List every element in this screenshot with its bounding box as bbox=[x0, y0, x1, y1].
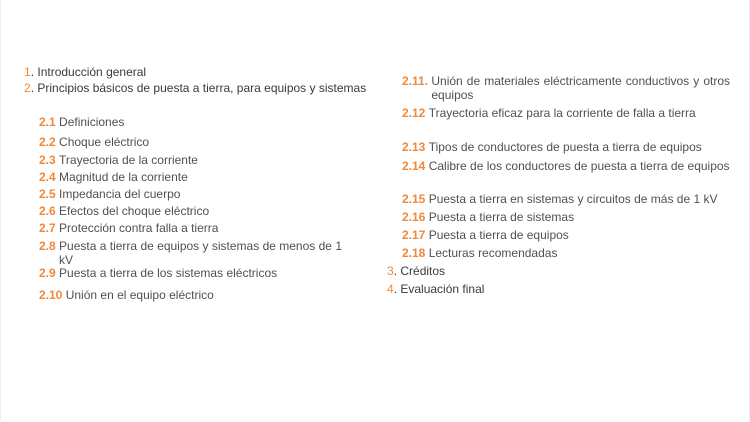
toc-item[interactable] bbox=[402, 159, 732, 173]
toc-item-label: Unión en el equipo eléctrico bbox=[65, 288, 214, 302]
toc-item[interactable] bbox=[387, 264, 687, 278]
toc-item[interactable] bbox=[402, 74, 730, 102]
toc-item-number: 2.2 bbox=[39, 135, 56, 149]
toc-item[interactable] bbox=[387, 282, 687, 296]
toc-item-label: Evaluación final bbox=[400, 282, 485, 296]
toc-item-label: Lecturas recomendadas bbox=[428, 246, 558, 260]
toc-item-label: Definiciones bbox=[59, 115, 125, 129]
toc-item[interactable] bbox=[24, 81, 370, 95]
toc-item-number: 2.15 bbox=[402, 192, 426, 206]
toc-item[interactable] bbox=[39, 221, 339, 235]
toc-item[interactable] bbox=[39, 187, 339, 201]
toc-item[interactable] bbox=[402, 246, 702, 260]
toc-item-number: 2 bbox=[24, 81, 31, 95]
toc-item[interactable] bbox=[402, 106, 732, 120]
toc-item-number: 2.3 bbox=[39, 153, 56, 167]
toc-item-label: Protección contra falla a tierra bbox=[59, 221, 219, 235]
toc-item-label: Trayectoria eficaz para la corriente de falla a tierra bbox=[428, 106, 696, 120]
toc-item-separator: . bbox=[393, 282, 401, 296]
toc-item-label: Puesta a tierra en sistemas y circuitos de más de 1 kV bbox=[428, 192, 718, 206]
toc-item-number: 1 bbox=[24, 65, 31, 79]
toc-item-number: 2.11. bbox=[402, 74, 429, 88]
toc-item-label: Impedancia del cuerpo bbox=[59, 187, 181, 201]
toc-item-label: Puesta a tierra de equipos y sistemas de menos de 1 kV bbox=[59, 239, 342, 267]
toc-item-number: 2.18 bbox=[402, 246, 426, 260]
toc-item-label: Unión de materiales eléctricamente conductivos y otros equipos bbox=[431, 74, 730, 102]
toc-item-number: 2.8 bbox=[39, 239, 56, 253]
toc-item[interactable] bbox=[39, 115, 339, 129]
toc-item[interactable] bbox=[39, 170, 339, 184]
toc-item-number: 2.16 bbox=[402, 210, 426, 224]
toc-item[interactable] bbox=[24, 65, 354, 79]
toc-item-label: Puesta a tierra de sistemas bbox=[428, 210, 575, 224]
toc-item-label: Calibre de los conductores de puesta a tierra de equipos bbox=[428, 159, 730, 173]
toc-item[interactable] bbox=[402, 228, 702, 242]
toc-item[interactable] bbox=[39, 266, 359, 280]
toc-item[interactable] bbox=[39, 288, 339, 302]
toc-item-number: 2.7 bbox=[39, 221, 56, 235]
toc-item[interactable] bbox=[402, 140, 732, 154]
toc-item-number: 2.5 bbox=[39, 187, 56, 201]
toc-item[interactable] bbox=[39, 153, 339, 167]
toc-item-number: 4 bbox=[387, 282, 394, 296]
toc-item-label: Puesta a tierra de los sistemas eléctricos bbox=[59, 266, 278, 280]
toc-item-number: 2.6 bbox=[39, 204, 56, 218]
toc-item-label: Efectos del choque eléctrico bbox=[59, 204, 210, 218]
toc-item-label: Créditos bbox=[400, 264, 446, 278]
toc-item-number: 2.1 bbox=[39, 115, 56, 129]
toc-item-label: Puesta a tierra de equipos bbox=[428, 228, 569, 242]
toc-item[interactable] bbox=[39, 204, 339, 218]
toc-item-label: Choque eléctrico bbox=[59, 135, 150, 149]
toc-item-label: Introducción general bbox=[37, 65, 147, 79]
toc-item[interactable] bbox=[39, 135, 339, 149]
toc-item-separator: . bbox=[30, 81, 38, 95]
toc-item-separator: . bbox=[393, 264, 401, 278]
toc-item-number: 2.13 bbox=[402, 140, 426, 154]
toc-item-label: Trayectoria de la corriente bbox=[59, 153, 198, 167]
toc-item-number: 2.17 bbox=[402, 228, 426, 242]
toc-item[interactable] bbox=[402, 192, 737, 206]
toc-item-number: 2.14 bbox=[402, 159, 426, 173]
toc-item[interactable] bbox=[402, 210, 702, 224]
toc-item-number: 3 bbox=[387, 264, 394, 278]
toc-item[interactable] bbox=[39, 239, 342, 267]
toc-item-number: 2.9 bbox=[39, 266, 56, 280]
toc-item-label: Tipos de conductores de puesta a tierra de equipos bbox=[428, 140, 702, 154]
toc-item-label: Magnitud de la corriente bbox=[59, 170, 188, 184]
toc-item-number: 2.10 bbox=[39, 288, 63, 302]
toc-item-number: 2.12 bbox=[402, 106, 426, 120]
toc-item-number: 2.4 bbox=[39, 170, 56, 184]
toc-item-label: Principios básicos de puesta a tierra, para equipos y sistemas bbox=[37, 81, 367, 95]
toc-item-separator: . bbox=[30, 65, 38, 79]
